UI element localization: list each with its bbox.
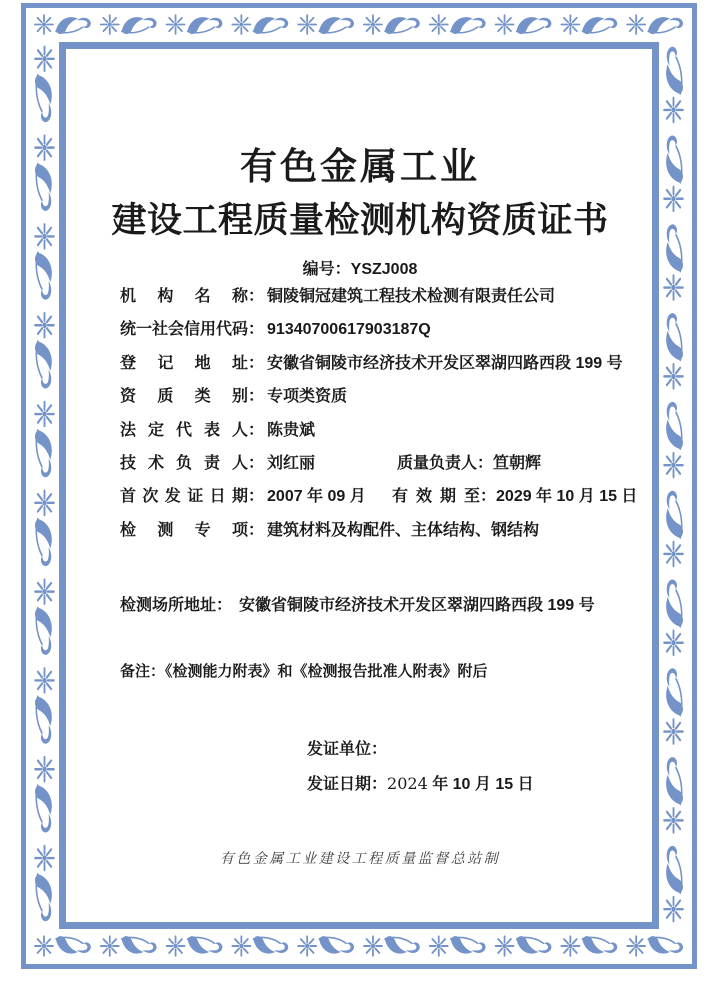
field-colon: ： xyxy=(248,288,265,305)
field-row-credit-code xyxy=(120,313,652,346)
field-row-legal-representative xyxy=(120,414,652,447)
field-row-org-name xyxy=(120,280,652,313)
field-label: 登记地址 xyxy=(120,354,248,372)
remark-value: 《检测能力附表》和《检测报告批准人附表》附后 xyxy=(165,663,488,680)
field-pair-quality-director xyxy=(397,447,541,480)
field-value: 笪朝辉 xyxy=(493,454,542,472)
field-colon: ： xyxy=(248,488,265,506)
field-value: 安徽省铜陵市经济技术开发区翠湖四路西段 199 号 xyxy=(267,354,623,372)
field-colon: ： xyxy=(248,421,265,439)
field-colon: ： xyxy=(248,521,265,539)
field-colon: ： xyxy=(371,776,388,793)
issuing-authority-footer: 有色金属工业建设工程质量监督总站制 xyxy=(219,851,501,867)
certificate-title-line1: 有色金属工业 xyxy=(240,146,480,187)
remark-line xyxy=(120,660,660,681)
field-value: 2029 年 10 月 15 日 xyxy=(496,488,638,506)
field-value: 铜陵铜冠建筑工程技术检测有限责任公司 xyxy=(267,288,556,305)
issuing-unit-line xyxy=(307,736,387,759)
remark-label: 备注 xyxy=(120,663,151,680)
field-colon: ： xyxy=(150,663,166,680)
field-colon: ： xyxy=(216,597,233,614)
field-row-inspection-specialties xyxy=(120,514,652,547)
field-label: 检测场所地址 xyxy=(120,597,217,614)
serial-colon: ： xyxy=(334,261,351,278)
field-colon: ： xyxy=(248,354,265,372)
field-row-registered-address xyxy=(120,347,652,380)
field-colon: ： xyxy=(248,388,265,406)
field-label: 发证单位 xyxy=(307,741,372,758)
field-label: 机构名称 xyxy=(120,288,248,305)
serial-number-line xyxy=(0,256,720,279)
field-colon: ： xyxy=(477,454,494,472)
field-label: 质量负责人 xyxy=(397,454,478,472)
issue-date-year: 2024 xyxy=(387,774,428,793)
field-value: 2007 年 09 月 xyxy=(267,488,366,506)
issue-date-line xyxy=(307,771,534,794)
field-label: 有效期至 xyxy=(392,488,480,506)
field-row-technical-director xyxy=(120,447,652,480)
field-value: 安徽省铜陵市经济技术开发区翠湖四路西段 199 号 xyxy=(239,597,595,614)
field-pair-valid-until xyxy=(392,480,637,513)
field-value: 专项类资质 xyxy=(267,388,348,406)
inspection-site-address-line xyxy=(120,592,660,615)
field-colon: ： xyxy=(248,321,265,339)
field-row-qualification-type xyxy=(120,380,652,413)
field-rows xyxy=(120,280,652,547)
issue-date-rest: 年 10 月 15 日 xyxy=(427,776,534,793)
field-colon: ： xyxy=(248,454,265,472)
field-label: 资质类别 xyxy=(120,388,248,406)
field-value: 陈贵斌 xyxy=(267,421,316,439)
field-colon: ： xyxy=(371,741,388,758)
field-value: 建筑材料及构配件、主体结构、钢结构 xyxy=(267,521,540,539)
field-label: 统一社会信用代码 xyxy=(120,321,249,339)
field-label: 法定代表人 xyxy=(120,421,248,439)
field-value: 刘红丽 xyxy=(267,454,316,472)
field-row-first-issue-date xyxy=(120,480,652,513)
field-colon: ： xyxy=(480,488,497,506)
field-label: 发证日期 xyxy=(307,776,372,793)
field-value: 91340700617903187Q xyxy=(267,321,431,339)
field-label: 检测专项 xyxy=(120,521,248,539)
field-label: 技术负责人 xyxy=(120,454,248,472)
field-label: 首次发证日期 xyxy=(120,488,248,506)
serial-label: 编号 xyxy=(302,261,335,278)
certificate-title-line2: 建设工程质量检测机构资质证书 xyxy=(111,201,609,240)
serial-value: YSZJ008 xyxy=(350,261,418,278)
